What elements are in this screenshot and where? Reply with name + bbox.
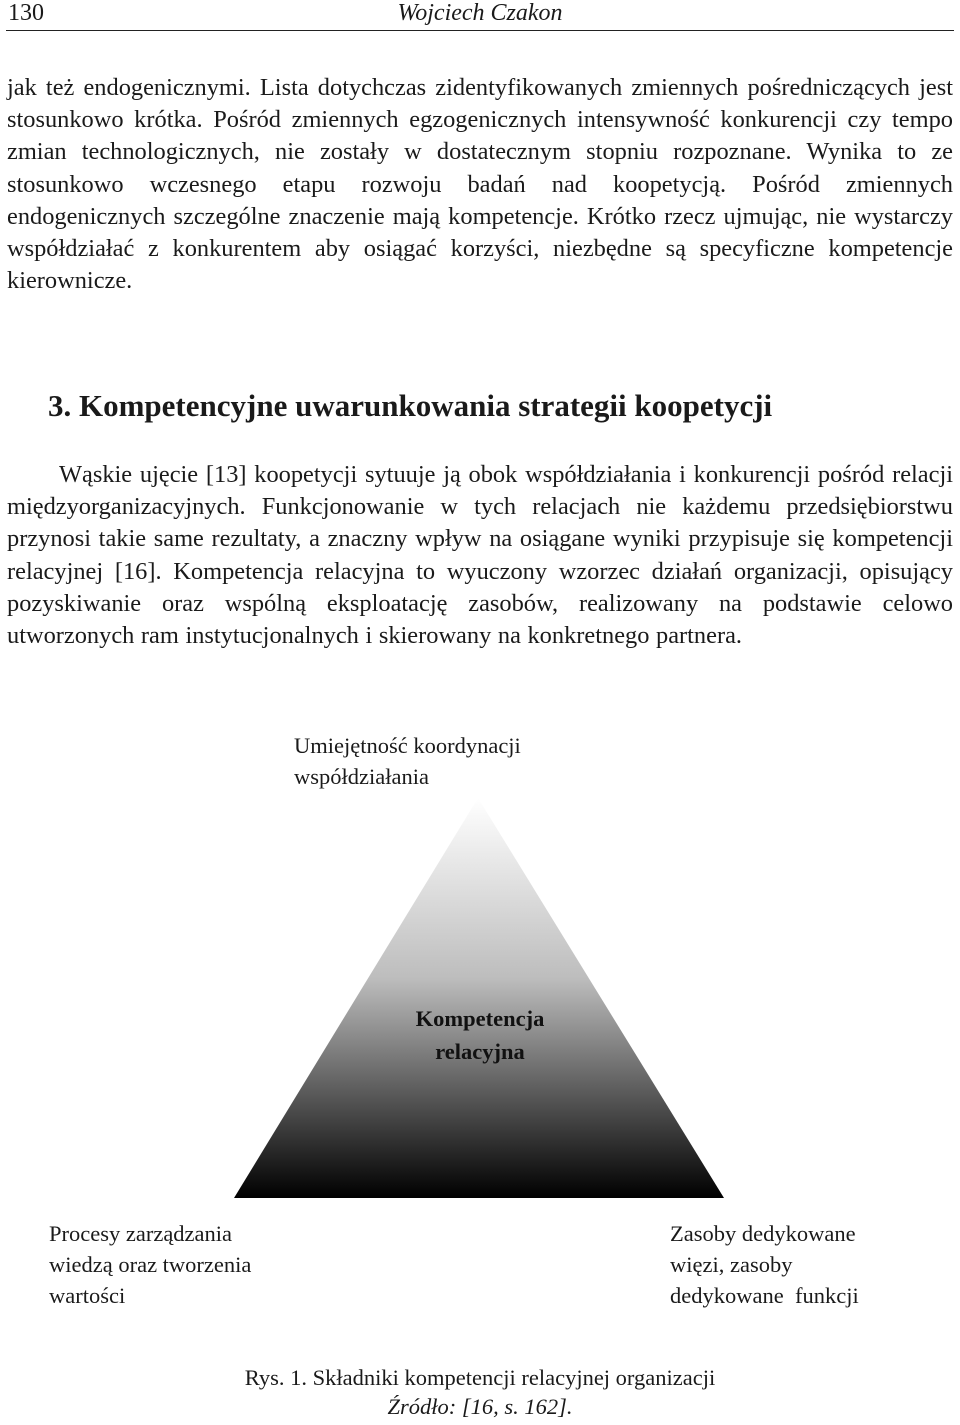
pyramid-triangle: [234, 798, 724, 1198]
label-dedicated-resources: [670, 1218, 910, 1311]
figure-relational-competence: [0, 720, 960, 1425]
label-line: Procesy zarządzania: [49, 1221, 233, 1246]
label-line: współdziałania: [294, 764, 429, 789]
label-line: wiedzą oraz tworzenia: [49, 1252, 252, 1277]
figure-source: Źródło: [16, s. 162].: [387, 1394, 573, 1419]
running-head: Wojciech Czakon: [397, 0, 563, 26]
label-line: Umiejętność koordynacji: [294, 733, 521, 758]
body-paragraph-1: jak też endogenicznymi. Lista dotychczas zidentyfikowanych zmiennych pośredniczących jest stosunkowo krótka. Pośród zmiennych egzogenicznych intensywność konkurencji czy tempo zmian technologicznych, nie zostały w dostatecznym stopniu rozpoznane. Wynika to ze stosunkowo wczesnego etapu rozwoju badań nad koopetycją. Pośród zmiennych endogenicznych szczególne znaczenie mają kompetencje. Krótko rzecz ujmując, nie wystarczy współdziałać z konkurentem aby osiągać korzyści, niezbędne są specyficzne kompetencje kierownicze.: [7, 74, 953, 295]
label-line: Kompetencja: [415, 1006, 545, 1031]
label-line: więzi, zasoby: [670, 1252, 793, 1277]
label-knowledge-processes: [49, 1218, 309, 1311]
figure-caption: Rys. 1. Składniki kompetencji relacyjnej organizacji: [244, 1365, 716, 1390]
label-line: relacyjna: [435, 1039, 525, 1064]
page-number: 130: [8, 0, 44, 26]
label-line: dedykowane funkcji: [670, 1283, 859, 1308]
label-relational-competence: [360, 1002, 600, 1068]
body-paragraph-2: Wąskie ujęcie [13] koopetycji sytuuje ją obok współdziałania i konkurencji pośród relacji międzyorganizacyjnych. Funkcjonowanie w tych relacjach nie każdemu przedsiębiorstwu przynosi takie same rezultaty, a znaczny wpływ na osiągane wyniki przypisuje się kompetencji relacyjnej [16]. Kompetencja relacyjna to wyuczony wzorzec działań organizacji, opisujący pozyskiwanie oraz wspólną eksploatację zasobów, realizowany na podstawie celowo utworzonych ram instytucjonalnych i skierowany na konkretnego partnera.: [7, 461, 953, 650]
label-line: Zasoby dedykowane: [670, 1221, 856, 1246]
section-heading: 3. Kompetencyjne uwarunkowania strategii koopetycji: [48, 388, 773, 423]
label-line: wartości: [49, 1283, 126, 1308]
page-header: [6, 0, 954, 31]
